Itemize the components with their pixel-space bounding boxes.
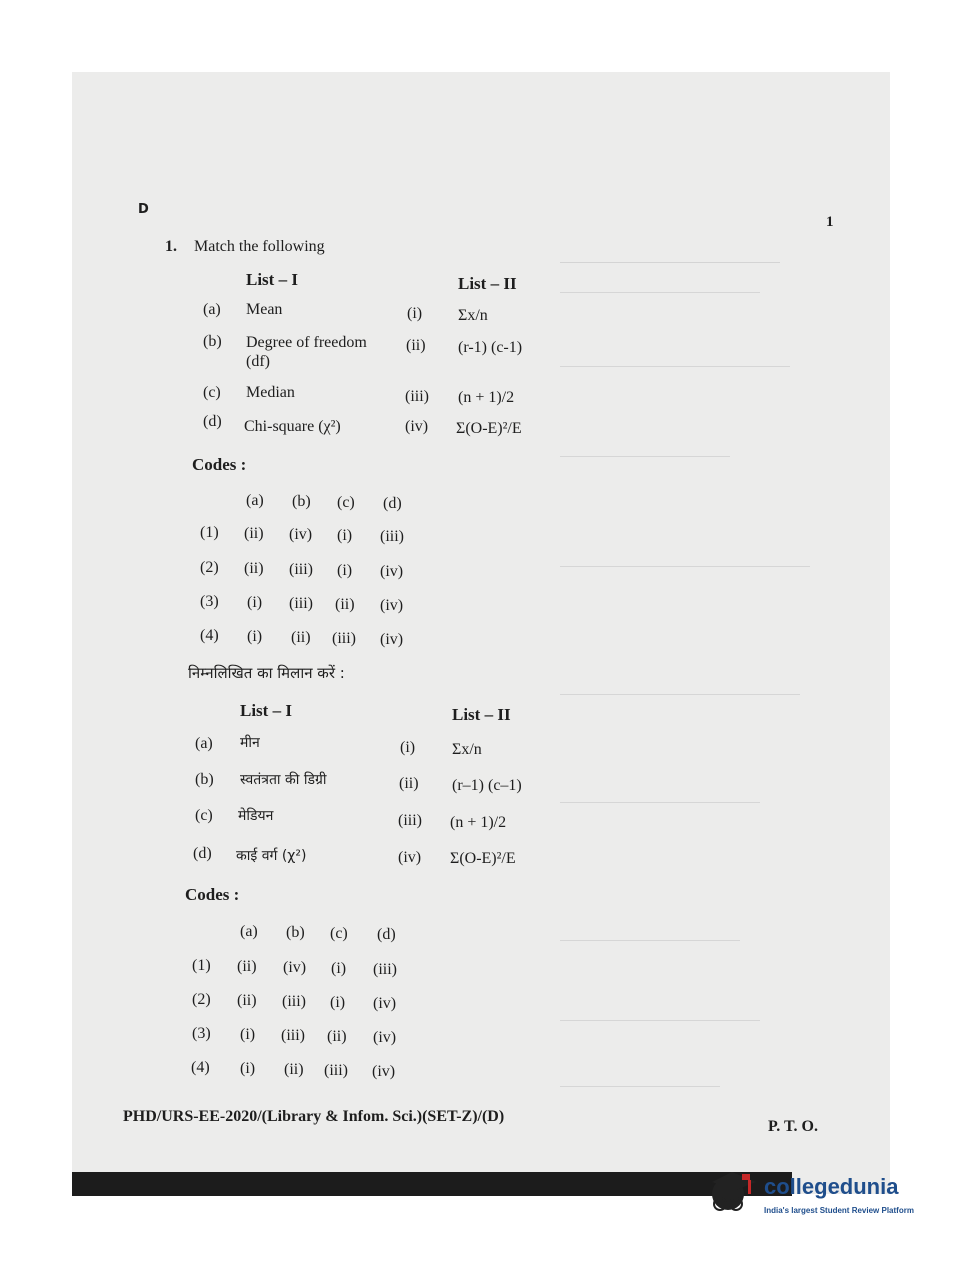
code-value: (ii) [291,629,311,646]
code-value: (i) [240,1060,256,1077]
row-formula: Σx/n [452,741,482,758]
code-value: (iv) [373,995,397,1012]
code-value: (iv) [373,1029,397,1046]
code-value: (iii) [380,528,404,545]
logo-tagline: India's largest Student Review Platform [764,1206,914,1215]
row-formula: (r–1) (c–1) [452,777,522,794]
list2-header: List – II [452,705,511,724]
row-roman: (iii) [398,812,422,829]
code-value: (iii) [373,961,397,978]
code-number: (3) [200,593,219,610]
row-item: मेडियन [238,808,274,824]
code-value: (iii) [281,1027,305,1044]
row-roman: (ii) [399,775,419,792]
row-item: Mean [246,301,283,318]
row-label: (c) [195,807,213,824]
list1-header: List – I [240,701,292,720]
code-value: (iii) [282,993,306,1010]
code-value: (i) [240,1026,256,1043]
footer-pto: P. T. O. [768,1118,818,1135]
row-formula: (r-1) (c-1) [458,339,523,356]
code-value: (iv) [380,597,404,614]
code-value: (i) [247,628,263,645]
row-item: Degree of freedom [246,334,367,351]
row-formula: Σx/n [458,307,488,324]
row-item: स्वतंत्रता की डिग्री [240,772,327,788]
row-item: मीन [240,735,260,751]
set-letter: D [138,202,149,217]
row-label: (b) [203,333,222,350]
code-number: (3) [192,1025,211,1042]
row-formula: Σ(O-E)²/E [450,850,516,867]
code-value: (ii) [244,560,264,577]
code-value: (iv) [289,526,313,543]
row-roman: (iv) [398,849,422,866]
code-value: (i) [337,527,353,544]
row-item-line2: (df) [246,353,270,370]
list1-header: List – I [246,270,298,289]
code-number: (2) [200,559,219,576]
codes-col-c: (c) [330,925,348,942]
row-label: (d) [193,845,212,862]
code-number: (1) [200,524,219,541]
row-roman: (i) [400,739,416,756]
codes-col-b: (b) [286,924,305,941]
row-item: Median [246,384,295,401]
code-value: (iv) [372,1063,396,1080]
row-label: (d) [203,413,222,430]
code-value: (i) [337,562,353,579]
row-formula: (n + 1)/2 [458,389,515,406]
row-roman: (i) [407,305,423,322]
codes-col-d: (d) [383,495,402,512]
code-value: (iii) [289,561,313,578]
row-roman: (iii) [405,388,429,405]
code-number: (1) [192,957,211,974]
codes-title: Codes : [192,455,247,474]
row-label: (a) [195,735,213,752]
code-value: (iii) [289,595,313,612]
code-value: (ii) [335,596,355,613]
codes-col-d: (d) [377,926,396,943]
code-value: (iv) [380,631,404,648]
code-value: (iv) [380,563,404,580]
collegedunia-logo [702,1160,942,1230]
code-value: (i) [330,994,346,1011]
code-value: (ii) [284,1061,304,1078]
row-label: (c) [203,384,221,401]
codes-col-b: (b) [292,493,311,510]
code-number: (2) [192,991,211,1008]
code-value: (iii) [332,630,356,647]
row-item: Chi-square (χ²) [244,418,341,435]
code-value: (i) [247,594,263,611]
logo-wordmark: collegedunia [764,1174,899,1199]
code-value: (ii) [237,958,257,975]
row-item: काई वर्ग (χ²) [236,848,307,864]
code-value: (ii) [244,525,264,542]
code-number: (4) [200,627,219,644]
codes-col-a: (a) [246,492,264,509]
code-value: (i) [331,960,347,977]
footer-code: PHD/URS-EE-2020/(Library & Infom. Sci.)(SET-Z)/(D) [123,1108,505,1125]
question-text: Match the following [194,238,325,255]
row-formula: Σ(O-E)²/E [456,420,522,437]
mascot-icon [706,1164,762,1226]
question-number: 1. [165,238,177,255]
scan-border [72,1172,792,1196]
codes-col-c: (c) [337,494,355,511]
row-roman: (ii) [406,337,426,354]
row-roman: (iv) [405,418,429,435]
list2-header: List – II [458,274,517,293]
page-number: 1 [826,214,834,230]
row-label: (b) [195,771,214,788]
codes-col-a: (a) [240,923,258,940]
hindi-title: निम्नलिखित का मिलान करें : [188,664,345,682]
code-number: (4) [191,1059,210,1076]
code-value: (ii) [237,992,257,1009]
code-value: (ii) [327,1028,347,1045]
row-formula: (n + 1)/2 [450,814,507,831]
code-value: (iii) [324,1062,348,1079]
codes-title: Codes : [185,885,240,904]
row-label: (a) [203,301,221,318]
code-value: (iv) [283,959,307,976]
